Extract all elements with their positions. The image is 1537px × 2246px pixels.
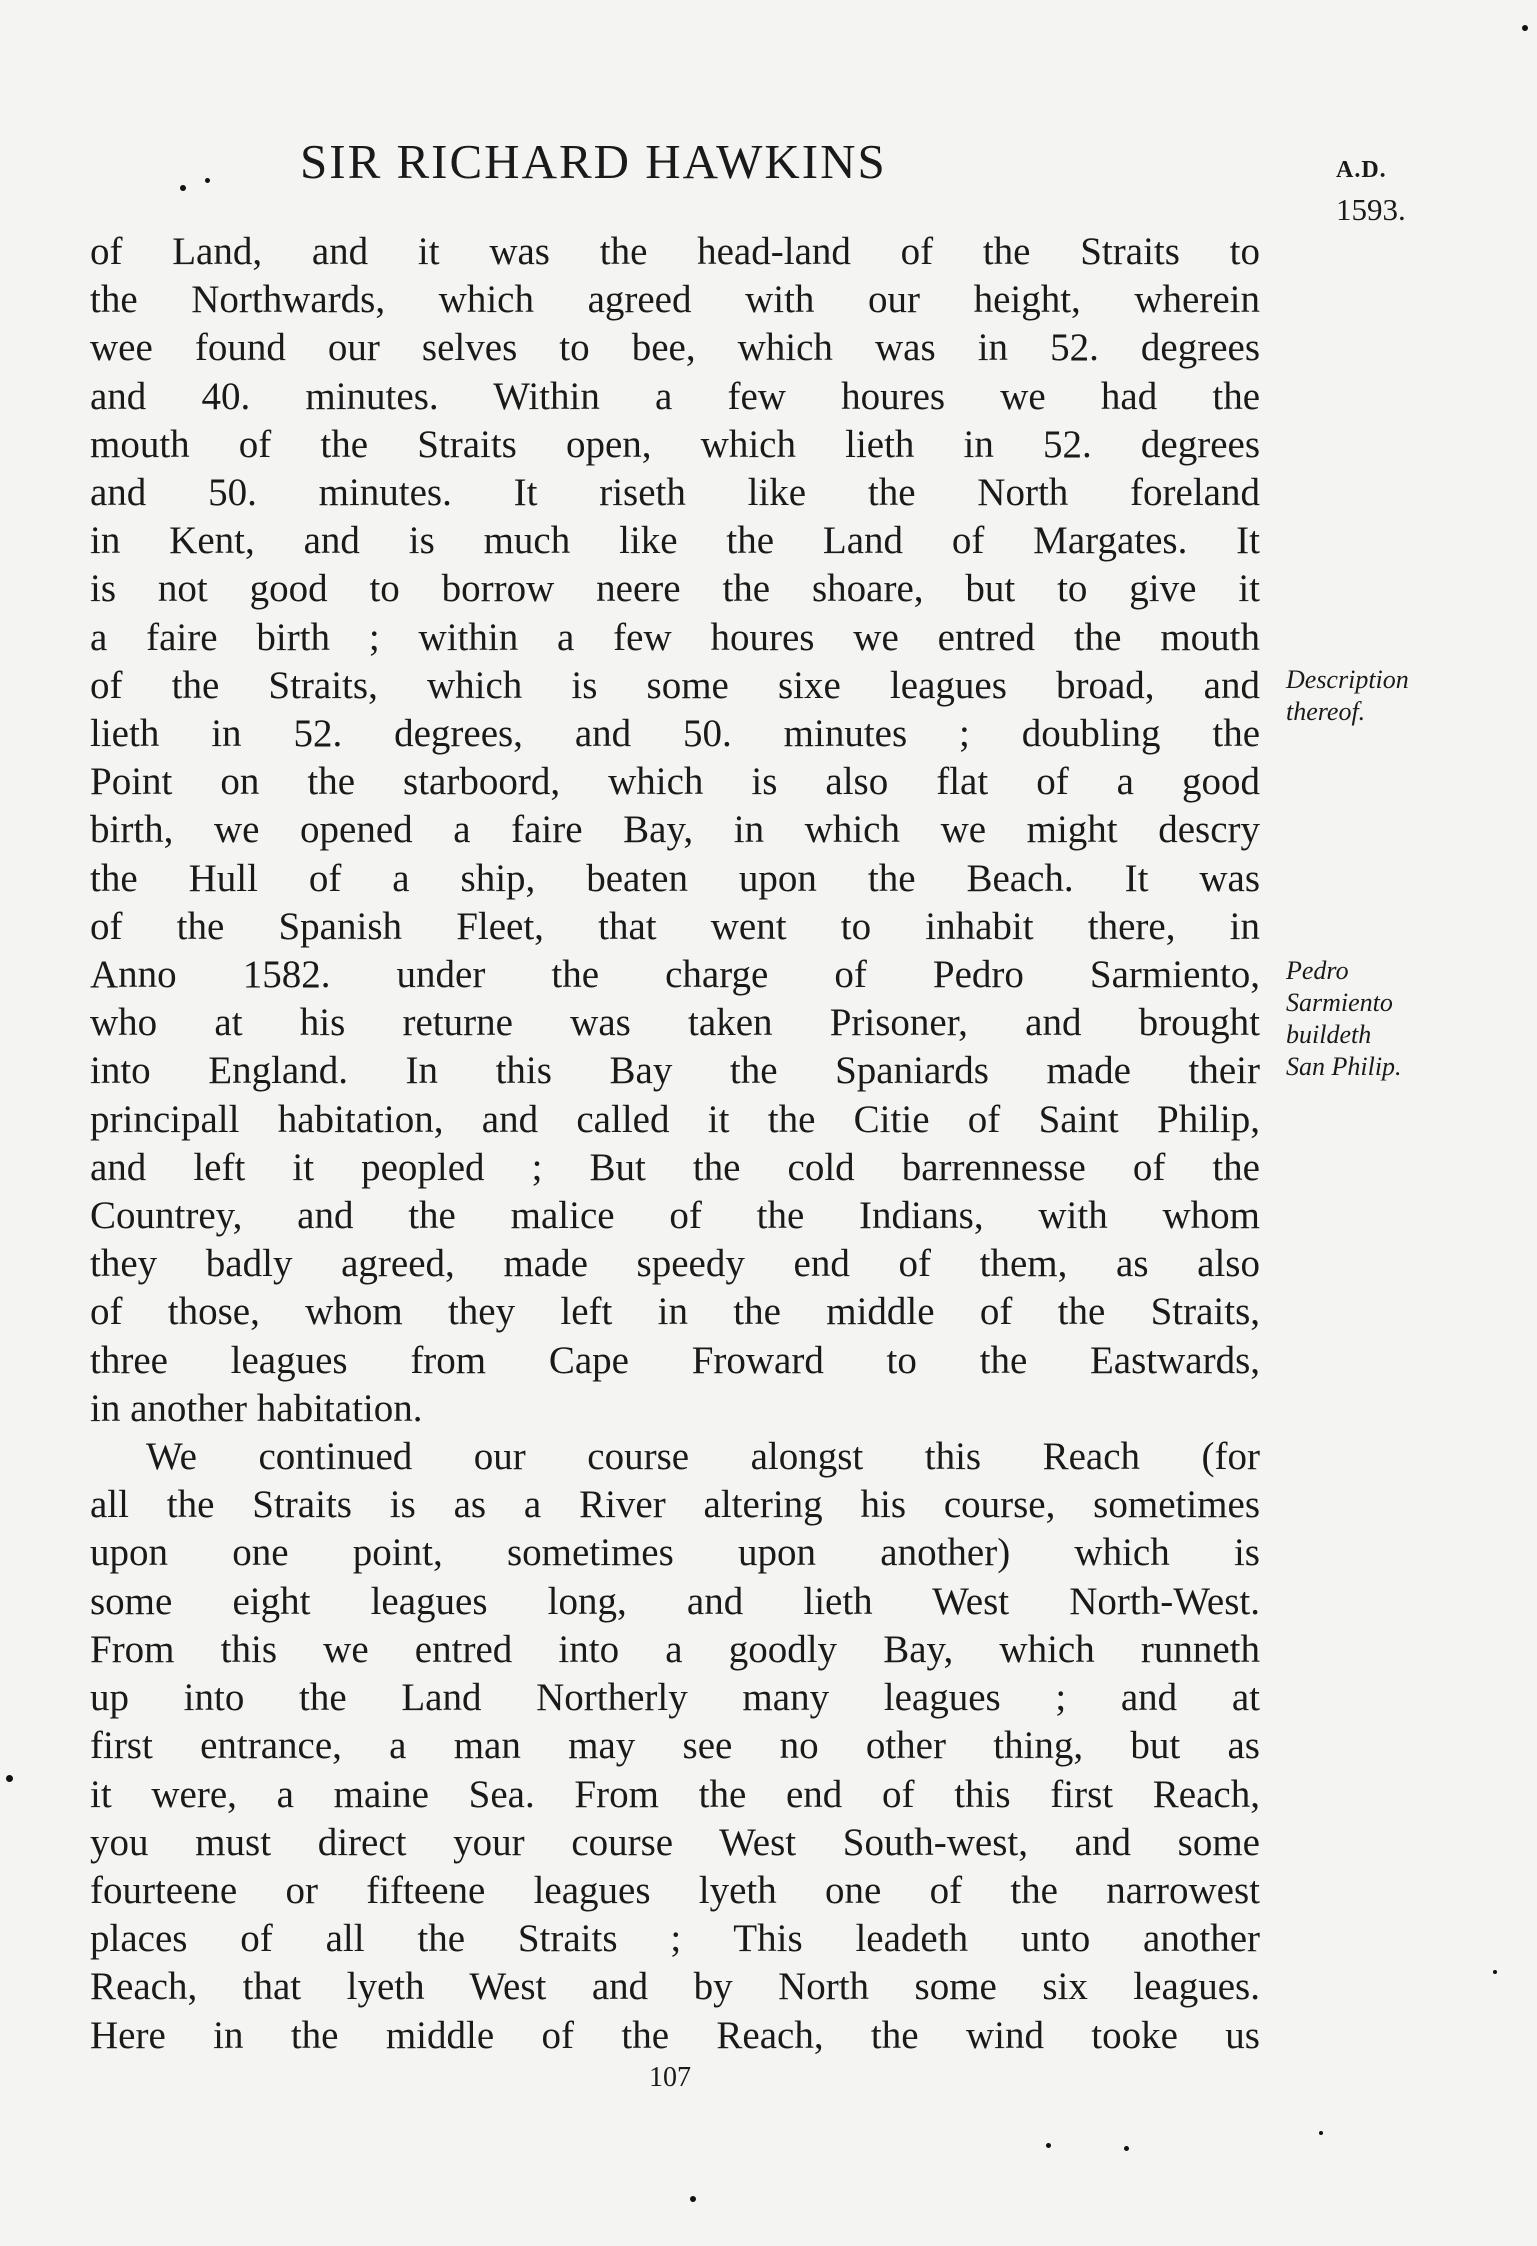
text-line: into England. In this Bay the Spaniards made their <box>90 1049 1260 1093</box>
text-line: We continued our course alongst this Reach (for <box>146 1435 1260 1479</box>
scan-speck <box>180 185 186 191</box>
text-line: all the Straits is as a River altering his course, sometimes <box>90 1483 1260 1527</box>
text-line: Here in the middle of the Reach, the wind tooke us <box>90 2013 1260 2057</box>
scan-speck <box>1522 25 1528 31</box>
year-label: 1593. <box>1336 192 1406 227</box>
margin-note-sarmiento <box>1286 955 1466 1083</box>
text-line: upon one point, sometimes upon another) which is <box>90 1531 1260 1575</box>
text-line: From this we entred into a goodly Bay, which runneth <box>90 1627 1260 1671</box>
text-line: places of all the Straits ; This leadeth unto another <box>90 1917 1260 1961</box>
text-line: and 40. minutes. Within a few houres we had the <box>90 374 1260 418</box>
body-text <box>90 228 1260 2060</box>
margin-note-line: Sarmiento <box>1286 988 1393 1017</box>
scan-speck <box>1124 2146 1129 2151</box>
date-margin <box>1336 150 1456 230</box>
text-line: you must direct your course West South-west, and some <box>90 1820 1260 1864</box>
text-line: birth, we opened a faire Bay, in which we might descry <box>90 808 1260 852</box>
text-line: up into the Land Northerly many leagues ; and at <box>90 1676 1260 1720</box>
text-line: Countrey, and the malice of the Indians, with whom <box>90 1194 1260 1238</box>
text-line: of the Straits, which is some sixe leagues broad, and <box>90 663 1260 707</box>
era-label: A.D. <box>1336 157 1387 183</box>
text-line: Anno 1582. under the charge of Pedro Sarmiento, <box>90 953 1260 997</box>
page-number: 107 <box>649 2062 691 2093</box>
paragraph-1 <box>90 228 1260 1433</box>
text-line: of the Spanish Fleet, that went to inhabit there, in <box>90 904 1260 948</box>
text-line: and 50. minutes. It riseth like the North foreland <box>90 471 1260 515</box>
text-line: is not good to borrow neere the shoare, but to give it <box>90 567 1260 611</box>
text-line: Reach, that lyeth West and by North some six leagues. <box>90 1965 1260 2009</box>
margin-note-line: Description <box>1286 665 1409 694</box>
scan-speck <box>1493 1970 1497 1974</box>
scan-speck <box>1046 2143 1051 2148</box>
text-line: the Northwards, which agreed with our height, wherein <box>90 278 1260 322</box>
margin-note-line: Pedro <box>1286 956 1349 985</box>
text-line: some eight leagues long, and lieth West North-West. <box>90 1579 1260 1623</box>
margin-note-line: thereof. <box>1286 697 1366 726</box>
text-line: in Kent, and is much like the Land of Margates. It <box>90 519 1260 563</box>
running-title: SIR RICHARD HAWKINS <box>300 134 887 189</box>
margin-note-line: San Philip. <box>1286 1052 1402 1081</box>
text-line: mouth of the Straits open, which lieth in 52. degrees <box>90 422 1260 466</box>
text-line: of those, whom they left in the middle of the Straits, <box>90 1290 1260 1334</box>
scan-speck <box>1319 2131 1323 2135</box>
text-line: a faire birth ; within a few houres we entred the mouth <box>90 615 1260 659</box>
scan-speck <box>690 2196 696 2202</box>
text-line: and left it peopled ; But the cold barrennesse of the <box>90 1145 1260 1189</box>
text-line: who at his returne was taken Prisoner, and brought <box>90 1001 1260 1045</box>
text-line: they badly agreed, made speedy end of them, as also <box>90 1242 1260 1286</box>
text-line: Point on the starboord, which is also flat of a good <box>90 760 1260 804</box>
text-line: principall habitation, and called it the Citie of Saint Philip, <box>90 1097 1260 1141</box>
margin-note-description <box>1286 664 1466 728</box>
text-line: wee found our selves to bee, which was in 52. degrees <box>90 326 1260 370</box>
text-line: three leagues from Cape Froward to the Eastwards, <box>90 1338 1260 1382</box>
text-line: it were, a maine Sea. From the end of this first Reach, <box>90 1772 1260 1816</box>
text-line: first entrance, a man may see no other thing, but as <box>90 1724 1260 1768</box>
text-line: in another habitation. <box>90 1386 423 1430</box>
scan-speck <box>6 1775 13 1782</box>
paragraph-2 <box>90 1433 1260 2060</box>
margin-note-line: buildeth <box>1286 1020 1372 1049</box>
text-line: the Hull of a ship, beaten upon the Beach. It was <box>90 856 1260 900</box>
text-line: fourteene or fifteene leagues lyeth one of the narrowest <box>90 1868 1260 1912</box>
scan-speck <box>205 178 210 183</box>
text-line: of Land, and it was the head-land of the Straits to <box>90 230 1260 273</box>
text-line: lieth in 52. degrees, and 50. minutes ; doubling the <box>90 712 1260 756</box>
